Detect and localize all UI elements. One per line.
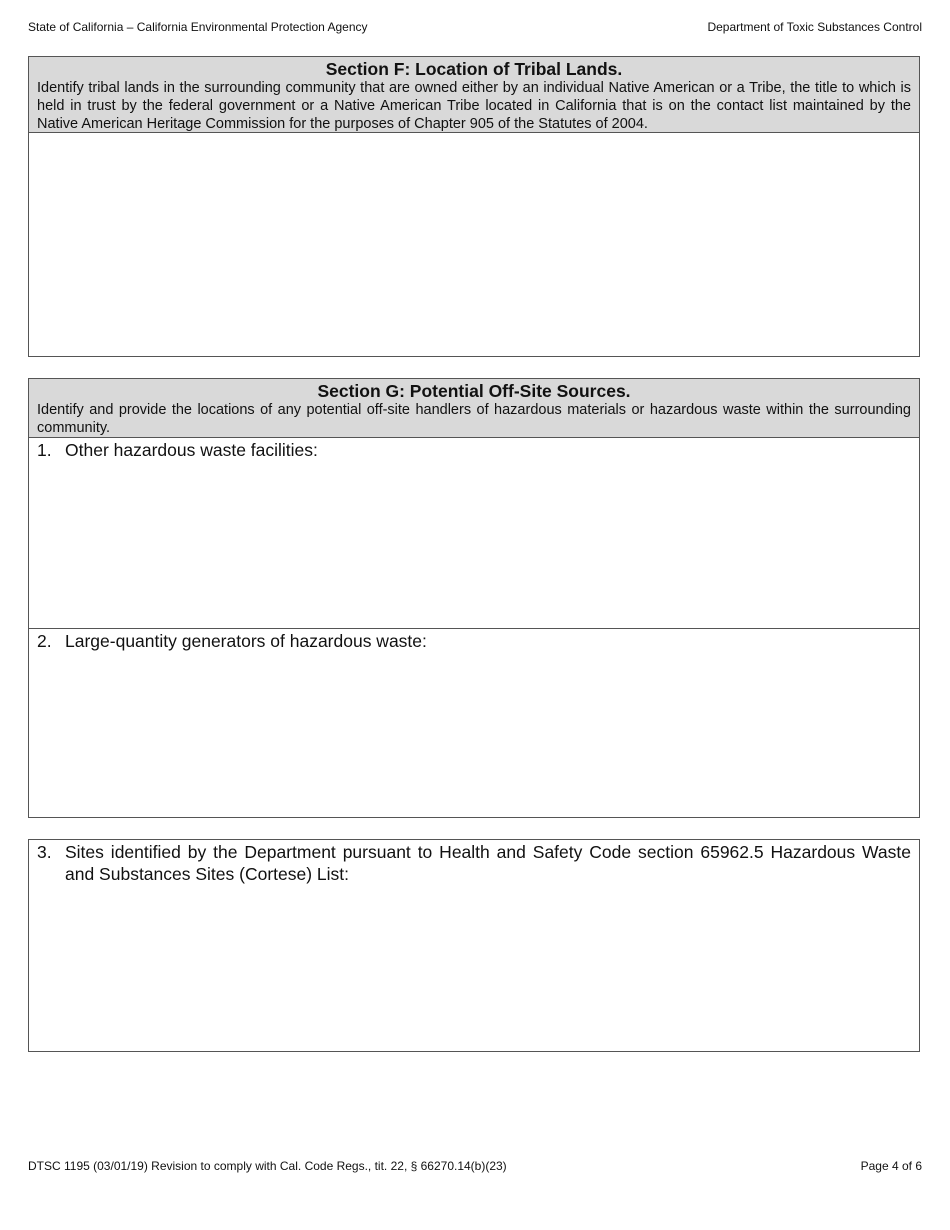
section-g-description: Identify and provide the locations of any potential off-site handlers of hazardous materials or hazardous waste within the surrounding community. — [37, 402, 911, 436]
header-agency: State of California – California Environmental Protection Agency — [28, 20, 368, 34]
section-f-description: Identify tribal lands in the surrounding community that are owned either by an individual Native American or a Tribe, the title to which is held in trust by the federal government or a Native American Tribe located in California that is on the contact list maintained by the Native American Heritage Commission for the purposes of Chapter 905 of the Statutes of 2004. — [37, 80, 911, 132]
item-3-answer-field[interactable] — [29, 885, 919, 1045]
item-1-field — [29, 438, 919, 628]
section-g-header — [29, 379, 919, 438]
footer-page-number: Page 4 of 6 — [860, 1159, 922, 1173]
section-g-title: Section G: Potential Off-Site Sources. — [317, 381, 631, 401]
item-3-field — [29, 840, 919, 1051]
section-f-header — [29, 57, 919, 133]
item-1-answer-field[interactable] — [29, 461, 919, 621]
item-1-label: Other hazardous waste facilities: — [65, 440, 318, 460]
item-3-box — [28, 839, 920, 1052]
item-3-number: 3. — [37, 842, 52, 862]
item-2-label: Large-quantity generators of hazardous waste: — [65, 631, 427, 651]
tribal-lands-answer-field[interactable] — [29, 133, 919, 356]
header-department: Department of Toxic Substances Control — [707, 20, 922, 34]
section-f-box — [28, 56, 920, 357]
item-3-label: Sites identified by the Department pursuant to Health and Safety Code section 65962.5 Hazardous Waste and Substances Sites (Cortese) List: — [65, 842, 911, 884]
item-1-number: 1. — [37, 440, 52, 460]
section-f-title: Section F: Location of Tribal Lands. — [325, 59, 623, 79]
footer-form-id: DTSC 1195 (03/01/19) Revision to comply with Cal. Code Regs., tit. 22, § 66270.14(b)(23) — [28, 1159, 507, 1173]
section-g-box — [28, 378, 920, 818]
item-2-field — [29, 628, 919, 817]
item-2-number: 2. — [37, 631, 52, 651]
item-2-answer-field[interactable] — [29, 652, 919, 812]
